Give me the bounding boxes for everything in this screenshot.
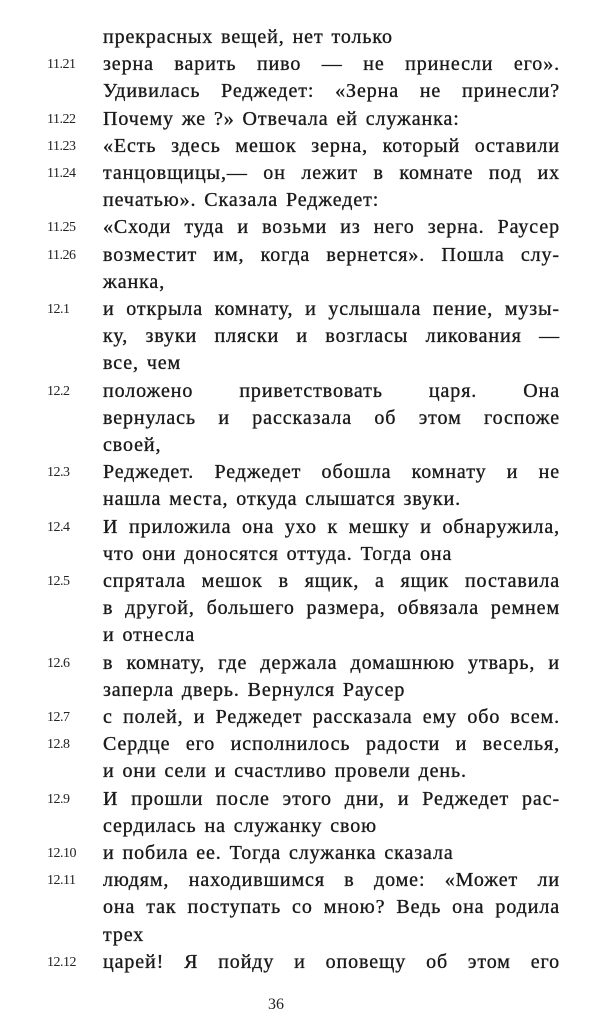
line-text: она так поступать со мною? Ведь она родила (103, 896, 560, 919)
line-text: И приложила она ухо к мешку и обнаружила, (103, 515, 560, 538)
text-line (0, 269, 600, 296)
line-text: заперла дверь. Вернулся Раусер (103, 678, 406, 701)
text-line (0, 106, 600, 133)
text-line (0, 894, 600, 921)
line-text: все, чем (103, 352, 182, 375)
line-number: 12.4 (47, 519, 70, 535)
line-number: 12.3 (47, 465, 70, 481)
text-line (0, 867, 600, 894)
line-text: своей, (103, 434, 162, 456)
line-text: возместит им, когда вернется». Пошла слу- (103, 243, 560, 266)
text-line (0, 459, 600, 486)
line-text: и открыла комнату, и услышала пение, музы- (103, 298, 560, 320)
line-text: спрятала мешок в ящик, а ящик поставила (103, 570, 560, 592)
text-line (0, 133, 600, 160)
line-text: зерна варить пиво — не принесли его». (103, 53, 560, 76)
line-number: 11.24 (47, 166, 76, 181)
text-line (0, 350, 600, 377)
text-line (0, 622, 600, 649)
text-line (0, 758, 600, 785)
line-number: 11.23 (47, 138, 76, 154)
line-number: 12.9 (47, 791, 70, 807)
text-line (0, 160, 600, 187)
line-text: людям, находившимся в доме: «Может ли (103, 869, 560, 892)
text-line (0, 486, 600, 513)
line-number: 12.5 (47, 574, 70, 589)
line-text: прекрасных вещей, нет только (103, 26, 393, 48)
text-line (0, 650, 600, 677)
text-line (0, 323, 600, 350)
line-number: 12.12 (47, 954, 76, 970)
line-number: 11.22 (47, 111, 76, 127)
line-number: 12.2 (47, 383, 70, 399)
line-text: «Сходи туда и возьми из него зерна. Раусер (103, 216, 560, 239)
line-text: И прошли после этого дни, и Реджедет рас- (103, 787, 560, 810)
line-number: 11.21 (47, 57, 76, 73)
text-line (0, 187, 600, 214)
line-text: и отнесла (103, 624, 196, 647)
text-line (0, 78, 600, 105)
line-text: и побила ее. Тогда служанка сказала (103, 842, 454, 864)
text-line (0, 242, 600, 269)
text-line (0, 541, 600, 568)
text-line (0, 595, 600, 622)
text-line (0, 405, 600, 432)
text-line (0, 677, 600, 704)
line-text: Реджедет. Реджедет обошла комнату и не (103, 461, 560, 484)
line-text: ку, звуки пляски и возгласы ликования — (103, 325, 560, 348)
text-line (0, 296, 600, 323)
line-text: Удивилась Реджедет: «Зерна не принесли? (103, 80, 560, 103)
line-text: трех (103, 923, 145, 946)
line-number: 12.10 (47, 846, 76, 861)
text-line (0, 949, 600, 976)
text-line (0, 51, 600, 78)
line-text: царей! Я пойду и оповещу об этом его (103, 950, 560, 973)
line-text: с полей, и Реджедет рассказала ему обо всем. (103, 706, 560, 728)
line-text: печатью». Сказала Реджедет: (103, 189, 380, 212)
line-text: и они сели и счастливо провели день. (103, 760, 467, 783)
line-text: танцовщицы,— он лежит в комнате под их (103, 162, 560, 184)
line-number: 12.6 (47, 655, 70, 671)
line-text: Сердце его исполнилось радости и веселья, (103, 733, 560, 756)
text-line (0, 922, 600, 949)
line-number: 12.8 (47, 737, 70, 753)
text-line (0, 704, 600, 731)
line-number: 11.25 (47, 220, 76, 236)
line-number: 12.7 (47, 710, 70, 725)
text-line (0, 514, 600, 541)
line-number: 12.11 (47, 873, 76, 889)
line-text: что они доносятся оттуда. Тогда она (103, 542, 453, 565)
page-number: 36 (268, 996, 284, 1013)
line-text: положено приветствовать царя. Она (103, 379, 560, 402)
text-line (0, 378, 600, 405)
line-text: нашла места, откуда слышатся звуки. (103, 488, 462, 511)
text-line (0, 432, 600, 459)
text-line (0, 813, 600, 840)
line-text: в комнату, где держала домашнюю утварь, и (103, 651, 560, 674)
line-text: в другой, большего размера, обвязала ремнем (103, 597, 560, 620)
text-line (0, 568, 600, 595)
line-number: 11.26 (47, 247, 76, 263)
text-line (0, 840, 600, 867)
line-text: жанка, (103, 270, 166, 293)
line-text: вернулась и рассказала об этом госпоже (103, 406, 560, 429)
text-line (0, 24, 600, 51)
line-number: 12.1 (47, 302, 70, 317)
line-text: Почему же ?» Отвечала ей служанка: (103, 107, 460, 130)
text-line (0, 214, 600, 241)
text-line (0, 786, 600, 813)
text-line (0, 731, 600, 758)
line-text: «Есть здесь мешок зерна, который оставили (103, 134, 560, 157)
line-text: сердилась на служанку свою (103, 814, 377, 837)
